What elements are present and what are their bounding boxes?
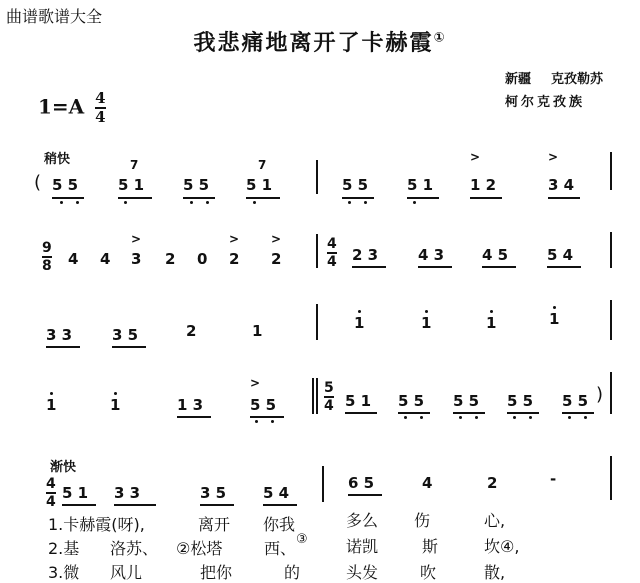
note-group: 3 4 (548, 176, 575, 194)
note-group: 3 5 (112, 326, 139, 344)
beam (547, 266, 581, 268)
lyric-syllable: 伤 (414, 511, 431, 530)
bar-line (610, 300, 612, 340)
note-group: 5 5 (453, 392, 480, 410)
lyric-syllable: 离开 (198, 515, 231, 534)
beam (52, 197, 84, 199)
note: 3 (131, 250, 142, 268)
lyric-syllable: 坎④, (484, 537, 520, 556)
bar-line (316, 234, 318, 268)
grace-note: 7 (130, 158, 139, 172)
lyric-line-1: 1.卡赫霞(呀), (48, 515, 145, 534)
beam (345, 412, 377, 414)
octave-dot (413, 201, 416, 204)
octave-dot (584, 416, 587, 419)
beam (118, 197, 152, 199)
note-group: 3 3 (114, 484, 141, 502)
bar-line (316, 160, 318, 194)
ethnic-label: 柯尔克孜族 (505, 95, 586, 110)
octave-dot (404, 416, 407, 419)
beam (250, 416, 284, 418)
octave-dot (513, 416, 516, 419)
beam (470, 197, 502, 199)
note-group: 2 3 (352, 246, 379, 264)
note: 0 (197, 250, 208, 268)
beam (352, 266, 386, 268)
beam (507, 412, 539, 414)
octave-dot (124, 201, 127, 204)
site-name: 曲谱歌谱大全 (6, 7, 103, 26)
beam (482, 266, 516, 268)
octave-dot (490, 310, 493, 313)
accent-mark: > (548, 150, 559, 164)
tempo-mark-1: 稍快 (44, 152, 71, 167)
note: 2 (165, 250, 176, 268)
lyric-line-3: 3.微 (48, 563, 80, 582)
note-group: 3 3 (46, 326, 73, 344)
note: 4 (68, 250, 79, 268)
note-group: 5 1 (345, 392, 372, 410)
note: 1 (46, 396, 57, 414)
accent-mark: > (131, 232, 142, 246)
beam (183, 197, 215, 199)
octave-dot (255, 420, 258, 423)
note: 2 (186, 322, 197, 340)
bar-line (610, 152, 612, 190)
beam (177, 416, 211, 418)
lyric-syllable: 头发 (346, 563, 379, 582)
beam (348, 494, 382, 496)
lyric-syllable: 斯 (422, 537, 439, 556)
note-group: 5 1 (62, 484, 89, 502)
close-paren: ) (596, 384, 604, 405)
note-group: 6 5 (348, 474, 375, 492)
bar-line (316, 378, 318, 414)
accent-mark: > (229, 232, 240, 246)
note: 4 (100, 250, 111, 268)
beam (407, 197, 439, 199)
note-group: 1 2 (470, 176, 497, 194)
note-group: 1 3 (177, 396, 204, 414)
note-group: 5 1 (246, 176, 273, 194)
octave-dot (568, 416, 571, 419)
lyric-syllable: 吹 (420, 563, 437, 582)
octave-dot (358, 310, 361, 313)
octave-dot (475, 416, 478, 419)
note: 1 (486, 314, 497, 332)
beam (418, 266, 452, 268)
octave-dot (206, 201, 209, 204)
time-signature: 5 4 (324, 380, 334, 414)
lyric-syllable: 心, (484, 511, 506, 530)
note: 2 (229, 250, 240, 268)
note: 2 (271, 250, 282, 268)
lyric-syllable: 你我 (263, 515, 296, 534)
beam (562, 412, 594, 414)
lyric-syllable: ②松塔 (176, 539, 223, 558)
note: 1 (549, 310, 560, 328)
lyricist-label: 克孜勒苏 (551, 72, 604, 87)
time-signature: 9 8 (42, 240, 52, 274)
beam (200, 504, 234, 506)
note: 1 (110, 396, 121, 414)
beam (112, 346, 146, 348)
beam (46, 346, 80, 348)
beam (342, 197, 374, 199)
octave-dot (348, 201, 351, 204)
beam (263, 504, 297, 506)
note-group: 5 5 (562, 392, 589, 410)
dash: - (550, 470, 557, 488)
accent-mark: > (271, 232, 282, 246)
octave-dot (114, 392, 117, 395)
beam (548, 197, 580, 199)
lyric-syllable: 多么 (346, 511, 379, 530)
note-group: 5 5 (507, 392, 534, 410)
bar-line (610, 456, 612, 500)
octave-dot (553, 306, 556, 309)
octave-dot (459, 416, 462, 419)
octave-dot (253, 201, 256, 204)
key-signature: 1=A $\frac{4}{4}$ (38, 89, 106, 126)
bar-line (610, 372, 612, 414)
note-group: 5 5 (342, 176, 369, 194)
note-group: 4 3 (418, 246, 445, 264)
lyric-syllable: 诺凯 (346, 537, 379, 556)
accent-mark: > (470, 150, 481, 164)
octave-dot (529, 416, 532, 419)
octave-dot (425, 310, 428, 313)
note-group: 5 5 (398, 392, 425, 410)
octave-dot (190, 201, 193, 204)
note-group: 5 5 (52, 176, 79, 194)
lyric-line-2: 2.基 (48, 539, 80, 558)
accent-mark: > (250, 376, 261, 390)
tempo-mark-2: 渐快 (50, 460, 77, 475)
note: 4 (422, 474, 433, 492)
note-group: 5 5 (183, 176, 210, 194)
footnote-mark: ③ (296, 532, 308, 547)
note-group: 5 5 (250, 396, 277, 414)
lyric-syllable: 西、 (264, 539, 297, 558)
lyric-syllable: 风儿 (110, 563, 143, 582)
lyric-syllable: 洛苏、 (110, 539, 159, 558)
time-signature: 4 4 (46, 476, 56, 510)
time-signature: 4 4 (327, 236, 337, 270)
beam (398, 412, 430, 414)
beam (246, 197, 280, 199)
octave-dot (271, 420, 274, 423)
bar-line (322, 466, 324, 502)
note: 1 (354, 314, 365, 332)
note-group: 3 5 (200, 484, 227, 502)
note: 1 (252, 322, 263, 340)
region-label: 新疆 (505, 72, 532, 87)
open-paren: ( (34, 172, 42, 193)
octave-dot (420, 416, 423, 419)
note: 1 (421, 314, 432, 332)
note: 2 (487, 474, 498, 492)
song-title: 我悲痛地离开了卡赫霞① (193, 30, 447, 56)
grace-note: 7 (258, 158, 267, 172)
bar-line (316, 304, 318, 340)
octave-dot (60, 201, 63, 204)
note-group: 5 4 (263, 484, 290, 502)
octave-dot (50, 392, 53, 395)
note-group: 4 5 (482, 246, 509, 264)
lyric-syllable: 的 (284, 563, 301, 582)
octave-dot (76, 201, 79, 204)
note-group: 5 1 (118, 176, 145, 194)
beam (114, 504, 156, 506)
bar-line (312, 378, 314, 414)
octave-dot (364, 201, 367, 204)
bar-line (610, 232, 612, 268)
note-group: 5 1 (407, 176, 434, 194)
beam (62, 504, 96, 506)
note-group: 5 4 (547, 246, 574, 264)
lyric-syllable: 散, (484, 563, 506, 582)
beam (453, 412, 485, 414)
lyric-syllable: 把你 (200, 563, 233, 582)
